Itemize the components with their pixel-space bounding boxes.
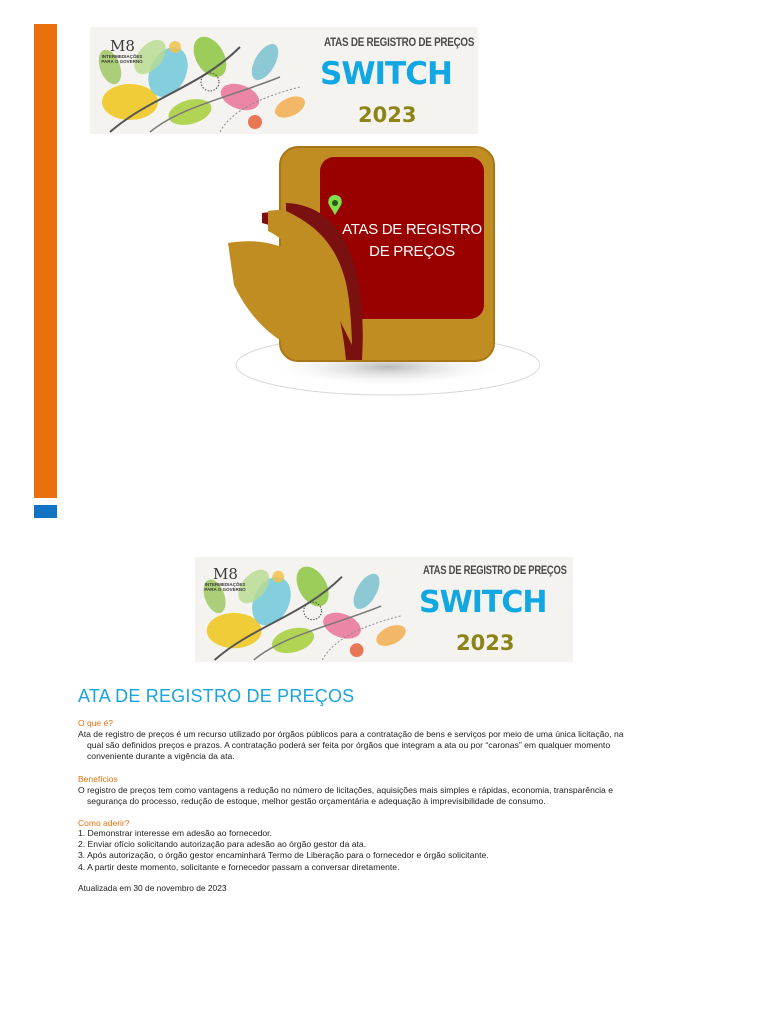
answer-what-is-line: Ata de registro de preços é um recurso utilizado por órgãos públicos para a contratação de bens e serviços por meio de uma única licitação, na <box>78 729 624 739</box>
banner-brand: SWITCH <box>320 56 452 92</box>
question-how-to-join: Como aderir? <box>78 818 130 828</box>
m8-logo: M8 <box>110 37 135 55</box>
banner-brand: SWITCH <box>419 585 547 620</box>
answer-benefits-line: segurança do processo, redução de estoque, melhor gestão orçamentária e adequação à imprevisibilidade de consumo. <box>87 796 546 807</box>
answer-benefits <box>78 785 666 807</box>
steps-list <box>78 828 668 873</box>
page-title: ATA DE REGISTRO DE PREÇOS <box>78 686 355 706</box>
emblem-line-1: ATAS DE REGISTRO <box>342 221 482 238</box>
step-item: 3. Após autorização, o órgão gestor encaminhará Termo de Liberação para o fornecedor e órgão solicitante. <box>78 850 489 861</box>
answer-what-is-line: conveniente durante a vigência da ata. <box>87 751 235 762</box>
banner-subtitle: ATAS DE REGISTRO DE PREÇOS <box>423 565 567 577</box>
switch-banner-bottom <box>195 557 573 662</box>
switch-banner-top <box>90 27 478 134</box>
updated-date: Atualizada em 30 de novembro de 2023 <box>78 883 227 893</box>
banner-year: 2023 <box>358 103 417 127</box>
question-what-is: O que é? <box>78 718 113 728</box>
atas-registro-emblem <box>228 145 540 400</box>
step-item: 4. A partir deste momento, solicitante e fornecedor passam a conversar diretamente. <box>78 861 400 872</box>
step-item: 2. Enviar ofício solicitando autorização para adesão ao órgão gestor da ata. <box>78 839 367 850</box>
answer-what-is-line: qual são definidos preços e prazos. A contratação poderá ser feita por órgãos que integram a ata ou por “caronas” em qualquer momento <box>87 740 611 751</box>
answer-benefits-line: O registro de preços tem como vantagens a redução no número de licitações, aquisições mais simples e rápidas, economia, transparência e <box>78 785 613 795</box>
m8-logo-subtitle: INTERMEDIAÇÕES PARA O GOVERNO <box>101 54 143 64</box>
banner-year: 2023 <box>456 631 515 655</box>
m8-logo: M8 <box>213 565 238 583</box>
answer-what-is <box>78 729 666 763</box>
step-item: 1. Demonstrar interesse em adesão ao fornecedor. <box>78 828 272 838</box>
blue-square-marker <box>34 505 57 518</box>
banner-subtitle: ATAS DE REGISTRO DE PREÇOS <box>324 35 475 49</box>
m8-logo-subtitle: INTERMEDIAÇÕES PARA O GOVERNO <box>204 582 246 592</box>
question-benefits: Benefícios <box>78 774 118 784</box>
orange-sidebar-bar <box>34 24 57 498</box>
emblem-line-2: DE PREÇOS <box>369 243 455 260</box>
